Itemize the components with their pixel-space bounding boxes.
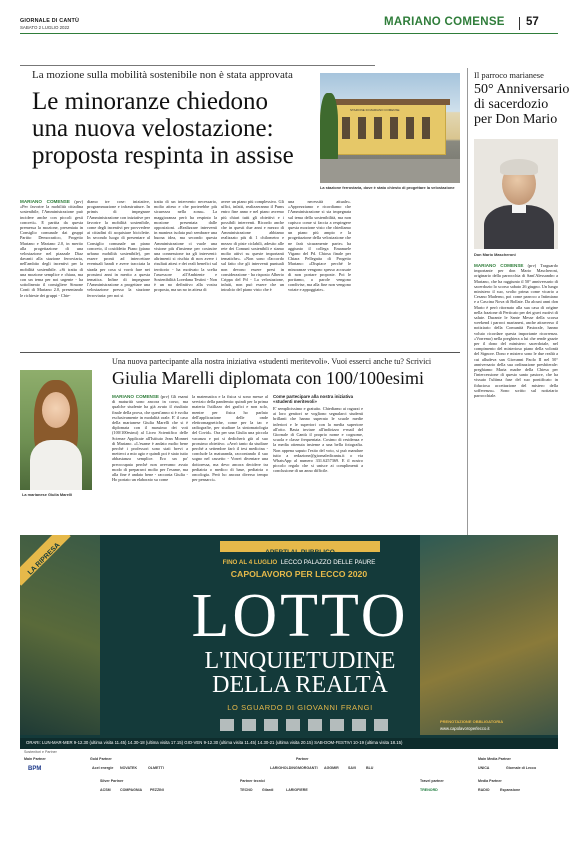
sponsor-logo-acel: Acel energie	[92, 766, 114, 770]
station-windows	[342, 117, 438, 139]
ad-website: www.capolavoroperlecco.it	[440, 726, 490, 731]
ad-dates-row	[194, 559, 404, 566]
sponsor-logo-espansione: Espansione	[500, 788, 521, 792]
participate-body: E' semplicissimo e gratuito. Chiediamo ai ragazzi e ai loro genitori se vogliono segnalarci studenti brillanti che hanno superato le scuole medie inferiori e le superiori con la media superiore all'otto. Basta inviare all'indirizzo e-mail del Giornale di Cantù il proprio nome e cognome, scuola e classe frequentata. Cosimo di residenza e la media ottenuta insieme a una bella fotografia. Non appena saputo l'esito del voto, si può mandare tutto a redazione@giornaledicantu.it o via WhatsApp al numero 331.6257369. E il nostro piccolo regalo che si unisce ai complimenti a conclusione di un anno difficile.	[273, 406, 363, 474]
main-col-5	[288, 199, 351, 349]
second-col-2	[192, 394, 268, 499]
priest-hair	[500, 159, 538, 175]
main-col-4	[221, 199, 284, 349]
sidebar-headline-line-1: 50° Anniversario	[474, 82, 570, 97]
main-kicker: La mozione sulla mobilità sostenibile non è stata approvata	[32, 69, 293, 81]
station-sign: STAZIONE DI MARIANO COMENSE	[350, 108, 400, 112]
main-col-4-text: avere un piano più complessivo. Gli uffici, infatti, realizzeranno il Pums entro fine anno e nel piano avremo più chiari tutti gli obiettivi e i possibili interventi. Ricordo anche che in questi due anni e mezzo di Amministrazione abbiamo realizzato più di 1 chilometro e mezzo di piste ciclabili, adesito alle rete dei Comuni sostenibili e siamo molto attivi su queste importanti tematiche». «Non sono d'accordo sul fatto che gli interventi puntuali non devono essere presi in considerazione - ha risposto Alberto Crippa del Pd - La velostazione, infatti, non può essere che un intralcio del piano visto che è	[221, 199, 284, 293]
second-col-1-text: Gli esami di maturità sono ancora in corso, ma qualche studente ha già avuto il risultato finale della prova, che quest'anno si è svolta esclusivamente in modalità orale. E' il caso della marianese Giulia Marelli che si è diplomata con il massimo dei voti (100/100esimi) al Liceo Scientifico delle Scienze Applicate all'Istituto Jean Monnet di Mariano. «L'esame è andato molto bene perché i professori sono stati brevi a metterci a mio agio e quindi poi è stato tutto abbastanza semplice. Ero un po' preoccupata perché non avevamo avuto modo di prepararci molto per l'esame, ma alla fine è andato bene - racconta Giulia - Ho portato un elaborato su come	[112, 394, 188, 483]
ad-logo-row	[220, 719, 390, 731]
second-dateline: MARIANO COMENSE	[112, 394, 159, 399]
main-col-2-text: diamo tre cose: iniziative, programmazione e infrastrutture. In primis di impegnare l'Amministrazione con iniziative per favorire la mobilità sostenibile, come degli incentivi per provvedere ai cittadini di acquistare biciclette. In secondo luogo di presentare al Consiglio comunale un piano concreto, il cosiddetto Piano (piano urbano mobilità sostenibile), per essere pronti ad intercettare eventuali bandi e avere tracciata la strada per cosa si vorrà fare nei prossimi anni in merito a questa tematica. Infine di impegnare l'Amministrazione a progettare una velostazione presso la stazione ferroviaria: per noi si	[87, 199, 150, 298]
sidebar-headline-line-3: per Don Mario	[474, 112, 558, 127]
ad-subtitle-2: DELLA REALTÀ	[212, 672, 388, 698]
header-rule	[20, 33, 558, 34]
main-col-5-text: una necessità attuale». «Apprezziamo e ricordiamo che l'Amministrazione si sia impegnata sul tema della sostenibilità, ma non capisco come si faccia a respingere questa mozione visto che chiediamo un piano più ampio e la progettazione della velostazione che ne farà sicuramente parte» ha aggiunto il collega Emanuele Vigano del Pd. Chiosa finale per Chiara Pellegatta di Progetto Mariano: «Dispiace perché le minoranze vengono spesso accusate di non portare proposte. Poi le portiamo, a parole vengono condivise, ma alla fine non vengono votate e appoggiate».	[288, 199, 351, 293]
sponsor-logo-novatek: NOVATEK	[120, 766, 138, 770]
sponsor-logo-acsm: ACSM	[100, 788, 111, 792]
issue-date: SABATO 2 LUGLIO 2022	[20, 25, 70, 30]
main-col-2	[87, 199, 150, 349]
sponsor-group-silver: Silver Partner	[100, 779, 124, 783]
sponsor-group-media: Media Partner	[478, 779, 502, 783]
second-kicker: Una nuova partecipante alla nostra iniziativa «studenti meritevoli». Vuoi esserci anche tu? Scrivici	[112, 357, 432, 366]
paper-name: GIORNALE DI CANTÙ	[20, 18, 80, 24]
participate-box	[273, 394, 463, 500]
sponsor-logo-trenord: TRENORD	[420, 788, 438, 792]
station-roof	[330, 99, 450, 105]
sponsors-label: Sostenitori e Partner	[24, 750, 57, 754]
sponsor-logo-aggmir: AGGMIR	[324, 766, 339, 770]
second-byline: (prv)	[160, 394, 170, 399]
sponsor-logo-giornale-lecco: Giornale di Lecco	[506, 766, 537, 770]
sidebar-text	[474, 263, 558, 533]
sidebar-body: Traguardo importante per don Mario Mascheroni, originario della parrocchia di Sant'Alessandro a Mariano, che ha raggiunto il 50° anniversario di sacerdozio lo scorso sabato 26 giugno. Un lungo ministero il suo, svolto prima come vicario a Cesano Maderno, poi come parroco a Intimiano e a Cascina Nova di Bollate. Da alcuni anni don Mario è però ritornato alla sua casa di origine nella frazione di Perticato per dei gravi motivi di salute. Durante le Sante Messe della scorsa weekend i parroci marianesi, anche attraverso il notiziario della Comunità Pastorale, hanno voluto ricordare questa importante ricorrenza. «Vorremo) nella preghiera a lui che rende grazie per il dono del ministero sacerdotale, nel compimento del misterioso piano della volontà del Signore. Dono e mistero sono le due realtà a cui alludeva san Giovanni Paolo II nel 50° anniversario della sua ordinazione presbiterale: preghiamo Maria madre della Chiesa per l'intercessione di questo santo pastore, che ha vissuto l'ultima fase del suo pontificato in fiduciosa accettazione del mistero della sofferenza». Sono scritto sul notiziario parrocchiale.	[474, 263, 558, 399]
page-number: 57	[526, 16, 539, 28]
station-sidewalk	[320, 159, 460, 183]
station-tree	[320, 93, 338, 163]
priest-photo-caption: Don Mario Mascheroni	[474, 252, 516, 257]
station-photo	[320, 73, 460, 183]
student-photo	[20, 370, 92, 490]
student-face	[42, 392, 70, 428]
sidebar-dateline: MARIANO COMENSE	[474, 263, 524, 268]
sponsor-logo-compagnia: COMPAGNIA	[120, 788, 143, 792]
sponsor-group-main: Main Partner	[24, 757, 46, 761]
sidebar-byline: (prv)	[527, 263, 537, 268]
sidebar-headline	[474, 82, 569, 127]
sponsor-logo-savi: SAVI	[348, 766, 357, 770]
sponsor-logo-morganti: MORGANTI	[298, 766, 318, 770]
sponsor-logo-bpm: BPM	[28, 766, 42, 772]
sidebar-divider	[467, 68, 468, 538]
ad-venue: LECCO PALAZZO DELLE PAURE	[280, 559, 376, 566]
header-separator	[519, 17, 520, 30]
sponsor-group-partner: Partner	[296, 757, 309, 761]
main-dateline: MARIANO COMENSE	[20, 199, 70, 204]
ad-banner	[220, 541, 380, 556]
priest-collar	[512, 205, 526, 213]
main-headline	[32, 88, 294, 169]
main-headline-line-3: proposta respinta in assise	[32, 142, 294, 169]
sidebar-headline-line-2: di sacerdozio	[474, 97, 549, 112]
sponsor-logo-pezzini: PEZZINI	[150, 788, 164, 792]
main-col-1	[20, 199, 83, 349]
sidebar-kicker: Il parroco marianese	[474, 70, 544, 80]
ad-banner-text: APERTI AL PUBBLICO	[265, 549, 335, 556]
ad-capital: CAPOLAVORO PER LECCO 2020	[230, 569, 368, 579]
sponsor-logo-larioholding: LARIOHOLDING	[270, 766, 298, 770]
sponsor-logo-olmetti: OLMETTI	[148, 766, 164, 770]
main-col-1-text: «Per favorire la mobilità cittadina sostenibile, l'Amministrazione può incidere anche con piccoli gesti concreti». E partita da questa premessa la mozione, presentata in Consiglio comunale dai gruppi Partito Democratico, Progetto Mariano e Mariano 2.0, in merito alla progettazione di una velostazione nel piazzale Diaz davanti alla stazione ferroviaria, nell'ambito degli incentivi per la mobilità sostenibile. «Si tratta di una mozione semplice e chiara, ma con un tema per noi urgente - ha sottolineato il consigliere Simone Conti di Mariano 2.0, presentando le richieste dei gruppi - Chie-	[20, 204, 83, 298]
second-headline: Giulia Marelli diplomata con 100/100esimi	[112, 368, 424, 388]
ad-booking: PRENOTAZIONE OBBLIGATORIA	[440, 719, 504, 724]
sponsor-group-travel: Travel partner	[420, 779, 444, 783]
main-byline: (prv)	[74, 199, 83, 204]
student-photo-caption: La marianese Giulia Marelli	[22, 492, 73, 497]
ad-tagline: LO SGUARDO DI GIOVANNI FRANGI	[227, 703, 373, 712]
main-headline-line-1: Le minoranze chiedono	[32, 88, 269, 115]
station-photo-caption: La stazione ferroviaria, dove è stato chiesto di progettare la velostazione	[320, 185, 455, 190]
ad-hours: ORARI: LUN-MAR-MER 9-12.30 (ultima visita 11.45) 14.30-18 (ultima visita 17.15) GIO-VEN 9-12.30 (ultima visita 11.45) 14.30-21 (ultima visita 20.15) SAB-DOM-FESTIVI 10-19 (ultima visita 18.15)	[26, 740, 403, 745]
sponsor-logo-blu: BLU	[366, 766, 374, 770]
second-col-1	[112, 394, 188, 499]
section-title: MARIANO COMENSE	[384, 16, 505, 28]
main-col-3-text: tratta di un intervento necessario, molto atteso e che porterebbe più sicurezza nella zona». La maggioranza però ha respinto la mozione presentata dalle opposizioni. «Realizzare interventi in maniera isolata può sembrare una buona idea, ma secondo questa Amministrazione ci vuole una visione più d'insieme per costruire una connessione tra gli interventi: altrimenti si rischia di non avere i risultati attesi e dei reali benefici sul territorio - ha motivato la scelta l'assessore all'Ambiente e Sostenibilità Loredana Testini - Non è un no definitivo alla vostra proposta, ma un no in attesa di	[154, 199, 217, 293]
student-top	[30, 440, 82, 490]
participate-title: Come partecipare alla nostra iniziativa «studenti meritevoli»	[273, 394, 354, 405]
second-article-rule	[20, 352, 460, 353]
ad-dates: FINO AL 4 LUGLIO	[222, 559, 278, 566]
ad-ribbon-text: LA RIPRESA	[26, 541, 62, 577]
sponsor-logo-tecno: TECNO	[240, 788, 253, 792]
main-col-3	[154, 199, 217, 349]
sponsor-group-main-media: Main Media Partner	[478, 757, 511, 761]
sponsor-logo-unica: UNICA	[478, 766, 490, 770]
sponsor-group-gold: Gold Partner	[90, 757, 112, 761]
exhibition-ad	[20, 535, 558, 785]
ad-title: LOTTO	[191, 582, 409, 650]
ad-subtitle-1: L'INQUIETUDINE	[204, 648, 396, 674]
main-headline-line-2: una nuova velostazione:	[32, 115, 274, 142]
main-kicker-bar	[20, 65, 375, 66]
sponsor-group-tech: Partner tecnici	[240, 779, 265, 783]
sponsor-logo-lariofiere: LARIOFIERE	[286, 788, 308, 792]
participate-text	[273, 406, 363, 498]
priest-photo	[474, 139, 558, 249]
second-col-2-text: la matematica e la fisica si sono messe al servizio della pandemia: quindi per la prima materia l'utilizzo dei grafici e non solo, mentre per fisica ho parlato dell'applicazione delle onde elettromagnetiche, come per la tac e radiografie, per studiare la sintomatologia del Covid». Ora per una Giulia una piccola vacanza e poi si dedicherà già al suo prossimo obiettivo. «Avrò tanto da studiare perché a settembre farò il test medicina - conclude la maturanda, raccontando il suo sogno nel cassetto - Vorrei diventare una dottoressa, ma devo ancora decidere tra pediatria o medico di base, pediatria o oncologia. Però ho ancora diverso tempo per pensarci».	[192, 394, 268, 483]
sponsor-logo-gilardi: Gilardi	[262, 788, 274, 792]
sponsor-logo-radio: RADIO	[478, 788, 490, 792]
